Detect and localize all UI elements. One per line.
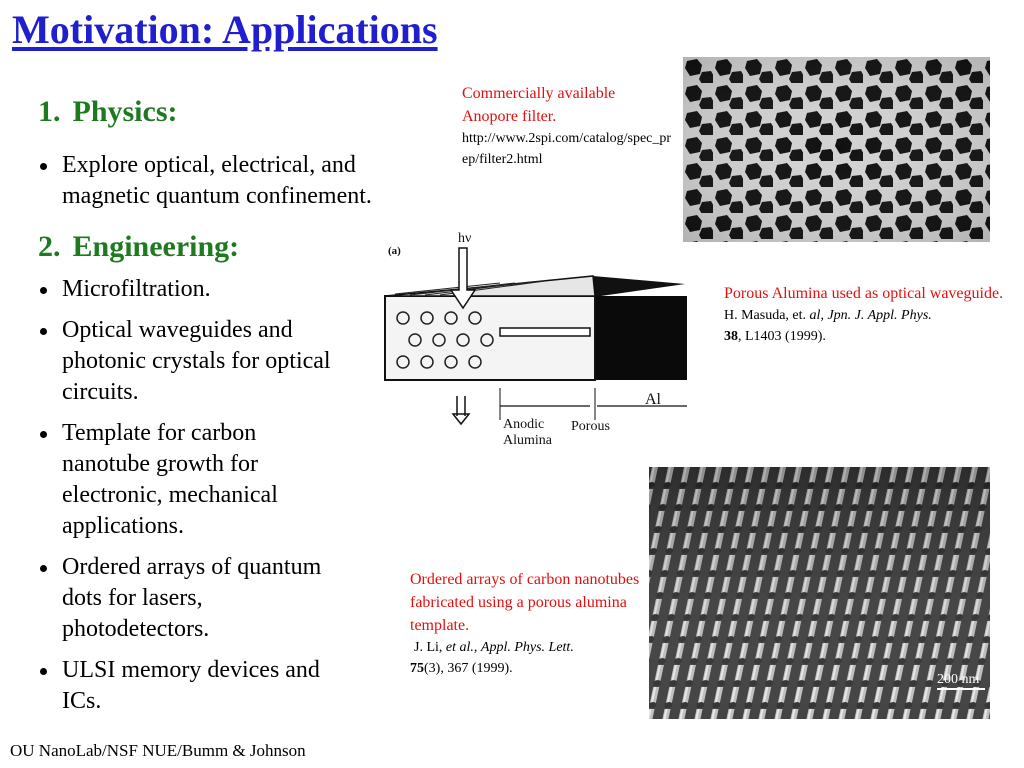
diagram-label-al: Al	[645, 391, 661, 408]
physics-heading-text: Physics:	[72, 95, 178, 128]
bullet-item: Optical waveguides and photonic crystals for optical circuits.	[36, 315, 346, 408]
diagram-label-anodic: Anodic	[503, 417, 545, 432]
engineering-number: 2.	[38, 230, 61, 263]
bullet-item: Template for carbon nanotube growth for electronic, mechanical applications.	[36, 418, 346, 542]
scale-bar-label: 200 nm	[937, 672, 980, 687]
nanotube-pattern	[649, 467, 990, 719]
waveguide-caption-block	[724, 282, 1004, 347]
ref-rest: , L1403 (1999).	[738, 329, 826, 344]
nanotube-caption: Ordered arrays of carbon nanotubes fabricated using a porous alumina template.	[410, 571, 640, 634]
waveguide-diagram	[375, 228, 710, 450]
physics-heading	[38, 95, 178, 129]
ref-rest: (3), 367 (1999).	[424, 661, 513, 676]
bullet-item: Microfiltration.	[36, 274, 346, 305]
anopore-url: http://www.2spi.com/catalog/spec_prep/filter2.html	[462, 131, 672, 167]
ref-volume: 38	[724, 329, 738, 344]
ref-authors: H. Masuda, et.	[724, 308, 810, 323]
nanotube-caption-block	[410, 568, 645, 679]
anopore-caption: Commercially available Anopore filter.	[462, 85, 616, 125]
ref-etal: al	[809, 308, 821, 323]
diagram-panel-label: (a)	[388, 245, 401, 257]
nanotube-reference-line2	[410, 658, 645, 679]
diagram-label-porous: Porous	[571, 419, 610, 434]
ref-authors: J. Li,	[414, 640, 446, 655]
bullet-item: ULSI memory devices and ICs.	[36, 655, 346, 717]
waveguide-reference	[724, 305, 1004, 347]
pore-pattern	[683, 57, 990, 242]
engineering-heading-text: Engineering:	[72, 230, 240, 263]
diagram-light-label: hν	[458, 231, 472, 246]
ref-volume: 75	[410, 661, 424, 676]
bullet-item: Ordered arrays of quantum dots for lasers, photodetectors.	[36, 552, 346, 645]
anopore-filter-image	[683, 57, 990, 242]
waveguide-schematic	[375, 228, 710, 450]
slide-title: Motivation: Applications	[12, 7, 438, 52]
nanotube-reference	[410, 637, 645, 658]
engineering-heading	[38, 230, 239, 264]
diagram-label-alumina: Alumina	[503, 433, 552, 448]
slide-footer: OU NanoLab/NSF NUE/Bumm & Johnson	[10, 741, 306, 760]
ref-journal: Appl. Phys. Lett.	[480, 640, 574, 655]
ref-etal: et al.	[445, 640, 474, 655]
ref-journal: Jpn. J. Appl. Phys.	[827, 308, 932, 323]
bullet-item: Explore optical, electrical, and magnetic quantum confinement.	[36, 150, 436, 212]
ref-separator: ,	[820, 308, 828, 323]
physics-bullet-list	[36, 150, 436, 222]
waveguide-caption: Porous Alumina used as optical waveguide.	[724, 285, 1004, 302]
nanotube-array-image	[649, 467, 990, 719]
physics-number: 1.	[38, 95, 61, 128]
engineering-bullet-list	[36, 274, 346, 727]
anopore-caption-block	[462, 82, 674, 170]
ref-separator: ,	[473, 640, 481, 655]
